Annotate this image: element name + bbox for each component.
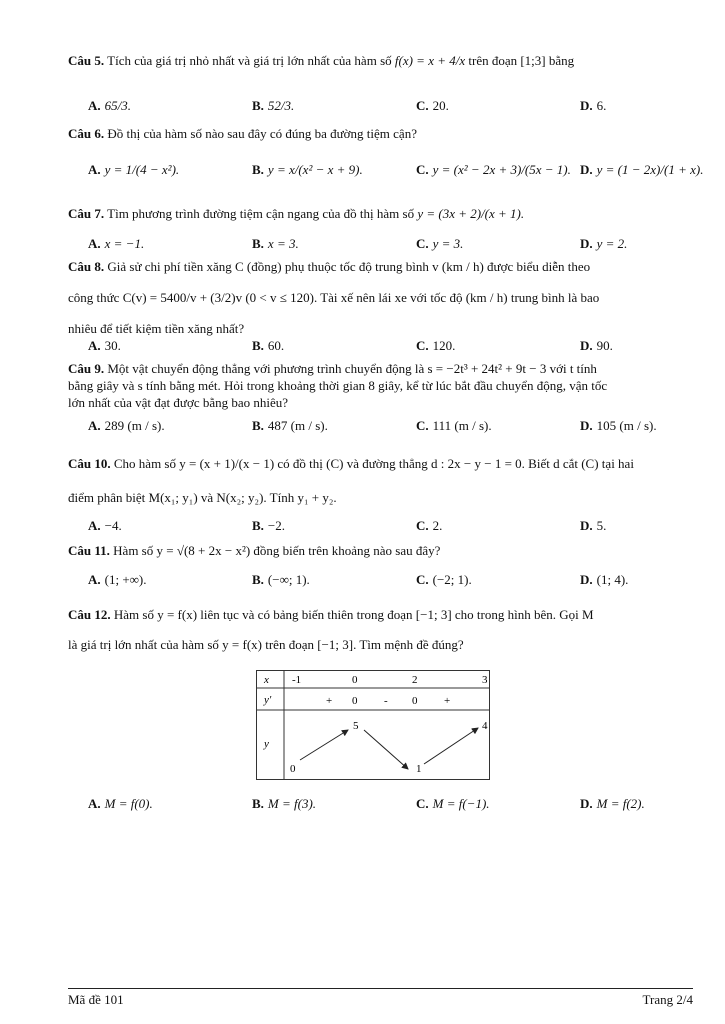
question-10-line-2 <box>68 489 693 507</box>
question-text: Tìm phương trình đường tiệm cận ngang của đồ thị hàm số <box>107 206 415 221</box>
option-d[interactable]: D. 6. <box>580 98 607 113</box>
question-text: điểm phân biệt M(x₁; y₁) và N(x₂; y₂). Tính y₁ + y₂. <box>68 490 337 505</box>
option-b[interactable]: B. y = x/(x² − x + 9). <box>252 162 363 177</box>
option-d[interactable]: D. y = (1 − 2x)/(1 + x). <box>580 162 704 177</box>
question-label: Câu 7. <box>68 206 105 221</box>
option-b[interactable]: B. 487 (m / s). <box>252 418 328 433</box>
question-9 <box>68 360 693 411</box>
answer-options <box>88 416 688 436</box>
question-text: Giả sử chi phí tiền xăng C (đồng) phụ thuộc tốc độ trung bình v (km / h) được biểu diễn theo <box>107 259 591 274</box>
page-number: Trang 2/4 <box>642 992 693 1007</box>
question-text: lớn nhất của vật đạt được bằng bao nhiêu? <box>68 395 289 410</box>
table-x-value: -1 <box>292 674 302 686</box>
variation-table <box>256 670 490 780</box>
question-label: Câu 6. <box>68 126 105 141</box>
question-text: công thức C(v) = 5400/v + (3/2)v (0 < v ≤ 120). Tài xế nên lái xe với tốc độ (km / h) trung bình là bao <box>68 290 600 305</box>
option-b[interactable]: B. (−∞; 1). <box>252 572 310 587</box>
option-c[interactable]: C. y = (x² − 2x + 3)/(5x − 1). <box>416 162 571 177</box>
table-sign: 0 <box>352 695 358 707</box>
question-5 <box>68 52 693 70</box>
question-text: Đồ thị của hàm số nào sau đây có đúng ba đường tiệm cận? <box>107 126 417 141</box>
option-d[interactable]: D. 90. <box>580 338 613 353</box>
question-12 <box>68 606 693 624</box>
option-d[interactable]: D. M = f(2). <box>580 796 645 811</box>
option-c[interactable]: C. 2. <box>416 518 443 533</box>
option-b[interactable]: B. x = 3. <box>252 236 299 251</box>
answer-options <box>88 160 704 180</box>
option-c[interactable]: C. y = 3. <box>416 236 464 251</box>
option-a[interactable]: A. 65/3. <box>88 98 132 113</box>
exam-code: Mã đề 101 <box>68 992 124 1007</box>
option-c[interactable]: C. 20. <box>416 98 449 113</box>
option-c[interactable]: C. M = f(−1). <box>416 796 490 811</box>
increase-arrow <box>424 728 478 764</box>
table-sign: + <box>326 695 333 707</box>
option-b[interactable]: B. −2. <box>252 518 286 533</box>
option-a[interactable]: A. x = −1. <box>88 236 145 251</box>
answer-options <box>88 336 688 356</box>
question-label: Câu 10. <box>68 456 111 471</box>
question-label: Câu 11. <box>68 543 110 558</box>
question-7 <box>68 205 693 223</box>
question-11 <box>68 542 693 560</box>
question-tail: trên đoạn [1;3] bằng <box>468 53 575 68</box>
table-x-value: 2 <box>412 674 418 686</box>
question-text: bằng giây và s tính bằng mét. Hỏi trong khoảng thời gian 8 giây, kể từ lúc bắt đầu chuyển động, vận tốc <box>68 378 608 393</box>
question-text: Hàm số y = f(x) liên tục và có bảng biến thiên trong đoạn [−1; 3] cho trong hình bên. Gọi M <box>113 607 594 622</box>
question-8 <box>68 258 693 276</box>
option-a[interactable]: A. −4. <box>88 518 122 533</box>
question-text: là giá trị lớn nhất của hàm số y = f(x) trên đoạn [−1; 3]. Tìm mệnh đề đúng? <box>68 637 464 652</box>
option-c[interactable]: C. 111 (m / s). <box>416 418 492 433</box>
option-d[interactable]: D. 5. <box>580 518 607 533</box>
decrease-arrow <box>364 730 408 769</box>
question-label: Câu 5. <box>68 53 105 68</box>
question-text: Hàm số y = √(8 + 2x − x²) đồng biến trên khoảng nào sau đây? <box>113 543 441 558</box>
page-footer <box>68 988 693 1008</box>
table-sign: + <box>444 695 451 707</box>
question-10 <box>68 455 693 473</box>
table-x-value: 3 <box>482 674 488 686</box>
option-a[interactable]: A. 30. <box>88 338 121 353</box>
table-y-value: 4 <box>482 720 488 732</box>
option-a[interactable]: A. (1; +∞). <box>88 572 147 587</box>
question-6 <box>68 125 693 143</box>
question-label: Câu 9. <box>68 361 105 376</box>
table-y-value: 0 <box>290 763 296 775</box>
answer-options <box>88 794 688 814</box>
option-a[interactable]: A. M = f(0). <box>88 796 153 811</box>
option-c[interactable]: C. 120. <box>416 338 456 353</box>
option-b[interactable]: B. 60. <box>252 338 285 353</box>
option-c[interactable]: C. (−2; 1). <box>416 572 472 587</box>
table-y-label: y <box>264 738 269 750</box>
option-b[interactable]: B. 52/3. <box>252 98 295 113</box>
option-a[interactable]: A. 289 (m / s). <box>88 418 165 433</box>
answer-options <box>88 96 688 116</box>
question-text: Một vật chuyển động thẳng với phương trình chuyển động là s = −2t³ + 24t² + 9t − 3 với t tính <box>107 361 597 376</box>
question-8-formula-line <box>68 289 693 307</box>
answer-options <box>88 234 688 254</box>
function-expression: y = (3x + 2)/(x + 1). <box>417 206 525 221</box>
table-x-label: x <box>264 674 269 686</box>
answer-options <box>88 516 688 536</box>
answer-options <box>88 570 688 590</box>
question-label: Câu 12. <box>68 607 111 622</box>
question-text: Tích của giá trị nhỏ nhất và giá trị lớn nhất của hàm số <box>107 53 392 68</box>
option-d[interactable]: D. y = 2. <box>580 236 628 251</box>
question-text: Cho hàm số y = (x + 1)/(x − 1) có đồ thị (C) và đường thẳng d : 2x − y − 1 = 0. Biết d cắt (C) tại hai <box>113 456 634 471</box>
question-12-line-2 <box>68 636 693 654</box>
table-y-value: 5 <box>353 720 359 732</box>
option-a[interactable]: A. y = 1/(4 − x²). <box>88 162 180 177</box>
option-b[interactable]: B. M = f(3). <box>252 796 317 811</box>
option-d[interactable]: D. 105 (m / s). <box>580 418 657 433</box>
table-sign: 0 <box>412 695 418 707</box>
increase-arrow <box>300 730 348 760</box>
question-label: Câu 8. <box>68 259 105 274</box>
table-y-value: 1 <box>416 763 422 775</box>
option-d[interactable]: D. (1; 4). <box>580 572 629 587</box>
table-x-value: 0 <box>352 674 358 686</box>
table-sign: - <box>384 695 388 707</box>
function-expression: f(x) = x + 4/x <box>394 53 466 68</box>
table-yprime-label: y′ <box>264 694 272 706</box>
question-text: nhiêu để tiết kiệm tiền xăng nhất? <box>68 321 245 336</box>
